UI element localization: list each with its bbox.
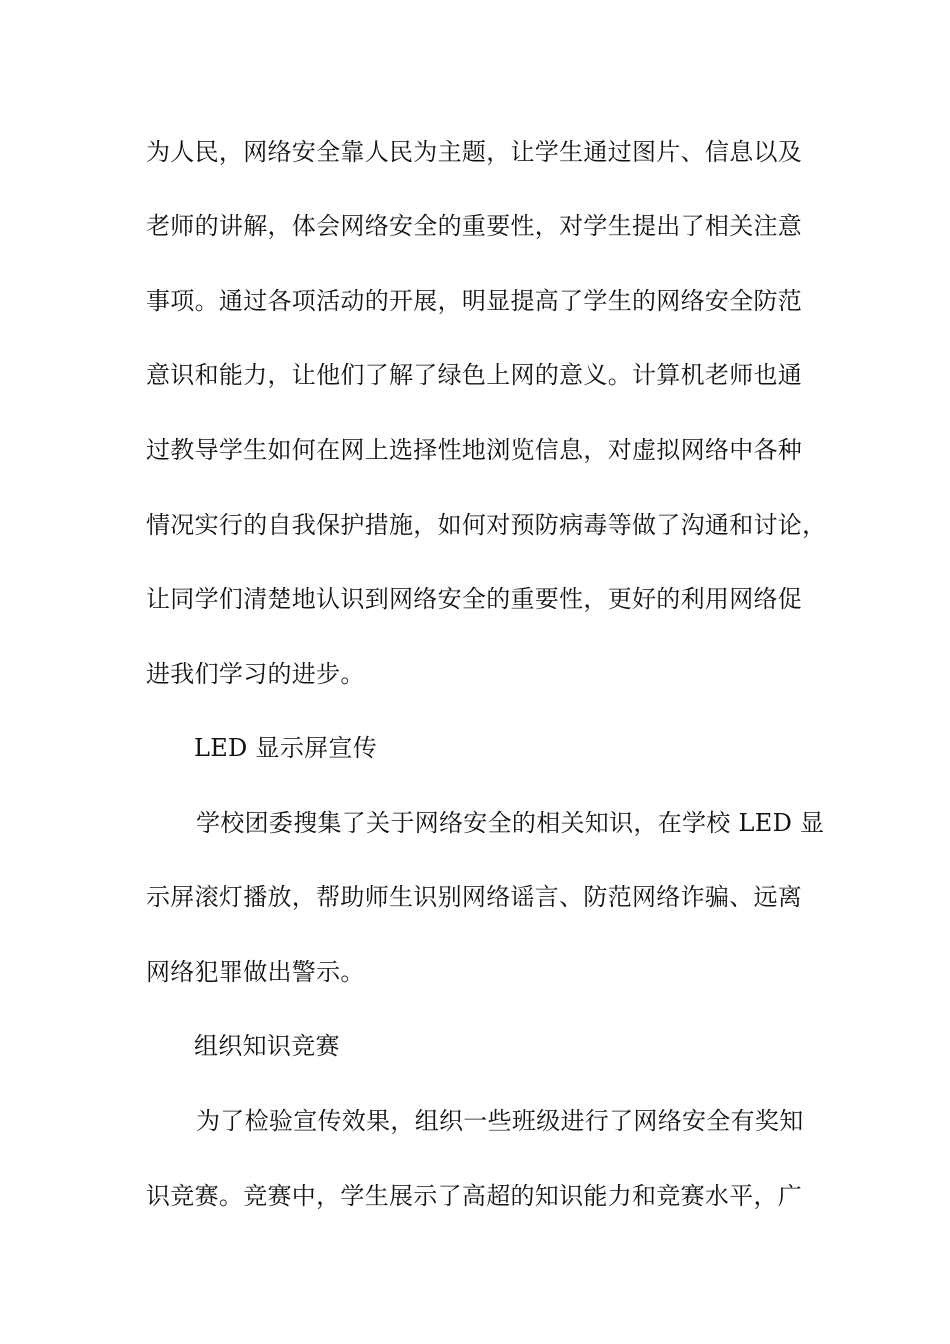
body-text-line: 老师的讲解，体会网络安全的重要性，对学生提出了相关注意 bbox=[146, 212, 803, 240]
section-heading-quiz: 组织知识竞赛 bbox=[194, 1032, 340, 1060]
body-text-line: 意识和能力，让他们了解了绿色上网的意义。计算机老师也通 bbox=[146, 361, 803, 389]
body-text-line: 事项。通过各项活动的开展，明显提高了学生的网络安全防范 bbox=[146, 287, 803, 315]
body-text-line: 情况实行的自我保护措施，如何对预防病毒等做了沟通和讨论， bbox=[146, 511, 827, 539]
body-text-line: 识竞赛。竞赛中，学生展示了高超的知识能力和竞赛水平，广 bbox=[146, 1182, 803, 1210]
body-text-line: 让同学们清楚地认识到网络安全的重要性，更好的利用网络促 bbox=[146, 585, 803, 613]
body-text-line: 过教导学生如何在网上选择性地浏览信息，对虚拟网络中各种 bbox=[146, 436, 803, 464]
body-text-line: 示屏滚灯播放，帮助师生识别网络谣言、防范网络诈骗、远离 bbox=[146, 883, 803, 911]
body-text-line: 进我们学习的进步。 bbox=[146, 660, 365, 688]
body-text-line: 为人民，网络安全靠人民为主题，让学生通过图片、信息以及 bbox=[146, 138, 803, 166]
body-text-line: 学校团委搜集了关于网络安全的相关知识，在学校 LED 显 bbox=[196, 809, 825, 837]
body-text-line: 为了检验宣传效果，组织一些班级进行了网络安全有奖知 bbox=[196, 1107, 804, 1135]
section-heading-led: LED 显示屏宣传 bbox=[194, 734, 378, 762]
body-text-line: 网络犯罪做出警示。 bbox=[146, 958, 365, 986]
